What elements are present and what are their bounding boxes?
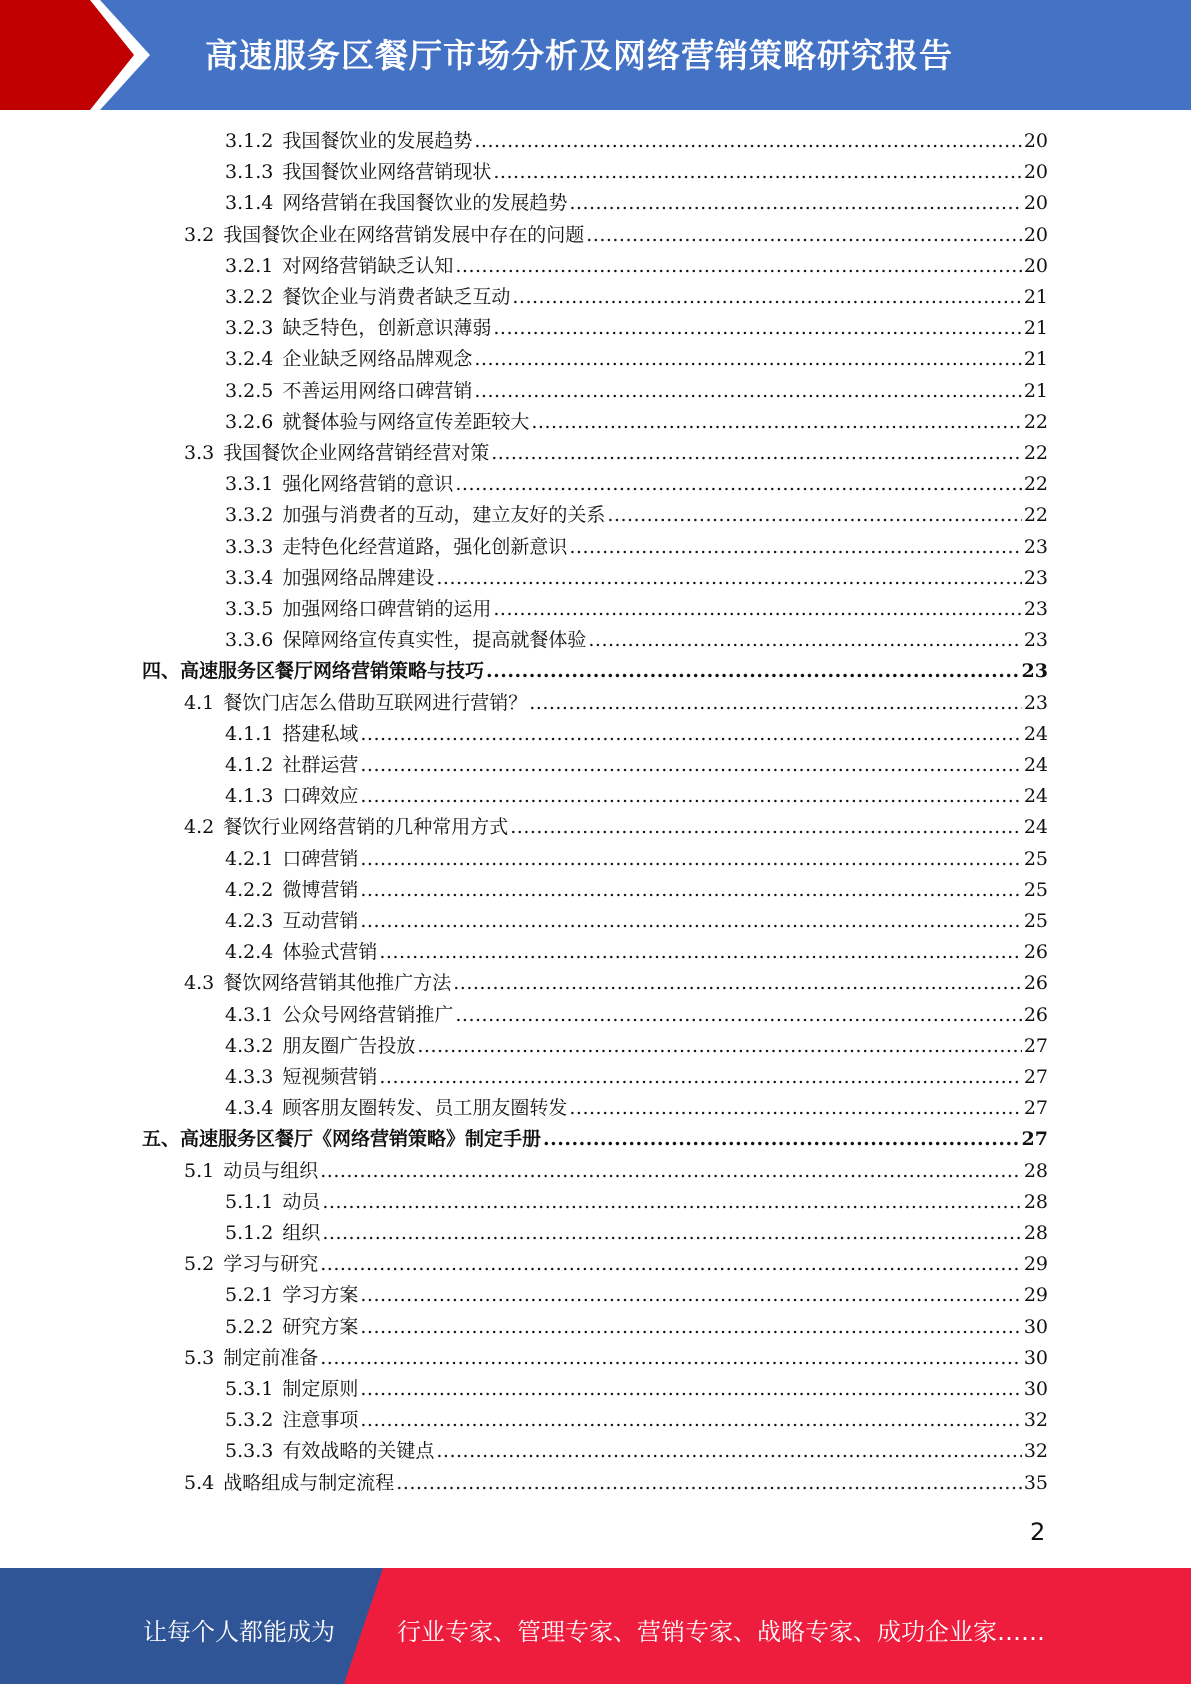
toc-dot-leader	[607, 504, 1021, 526]
toc-entry-page: 21	[1023, 317, 1048, 340]
toc-entry-page: 21	[1023, 348, 1048, 371]
toc-entry-number: 4.3.4	[225, 1097, 274, 1120]
toc-entry-title: 走特色化经营道路，强化创新意识	[282, 535, 568, 558]
toc-entry-page: 25	[1023, 910, 1048, 932]
toc-entry-title: 餐饮行业网络营销的几种常用方式	[223, 816, 509, 839]
toc-dot-leader	[396, 1472, 1022, 1494]
toc-entry-title: 我国餐饮业网络营销现状	[282, 161, 492, 184]
toc-entry-page: 23	[1021, 660, 1048, 683]
toc-entry-number: 3.3.5	[225, 598, 274, 620]
toc-entry-number: 3.2.3	[225, 317, 274, 340]
toc-entry-page: 24	[1023, 722, 1048, 745]
toc-entry-number: 5.4	[184, 1471, 215, 1494]
toc-entry-page: 20	[1023, 254, 1048, 277]
toc-entry-number: 5.1.2	[225, 1222, 274, 1244]
toc-entry-title: 战略组成与制定流程	[223, 1471, 395, 1494]
toc-entry-title: 有效战略的关键点	[282, 1440, 435, 1463]
toc-entry-title: 保障网络宣传真实性，提高就餐体验	[282, 629, 587, 652]
toc-dot-leader	[569, 1097, 1021, 1119]
toc-entry[interactable]	[225, 251, 1048, 281]
toc-entry-number: 3.3.6	[225, 629, 274, 652]
toc-dot-leader	[360, 910, 1021, 932]
toc-dot-leader	[379, 941, 1021, 963]
toc-entry-number: 5.3.1	[225, 1378, 274, 1400]
toc-entry-number: 4.1.3	[225, 785, 274, 808]
toc-entry[interactable]	[225, 594, 1048, 624]
toc-dot-leader	[493, 598, 1021, 620]
toc-entry-number: 4.2.2	[225, 878, 274, 901]
toc-entry[interactable]	[142, 656, 1048, 686]
toc-entry-page: 23	[1023, 598, 1048, 620]
toc-entry-page: 22	[1023, 473, 1048, 496]
toc-entry-page: 20	[1023, 161, 1048, 184]
header-arrow-decoration	[0, 0, 170, 110]
toc-entry-number: 5.2.2	[225, 1315, 274, 1338]
toc-entry-page: 30	[1023, 1378, 1048, 1400]
toc-entry[interactable]	[184, 688, 1048, 718]
toc-entry-page: 24	[1023, 754, 1048, 776]
toc-entry[interactable]	[225, 1187, 1048, 1217]
toc-entry-title: 研究方案	[282, 1315, 359, 1338]
toc-entry-title: 互动营销	[282, 910, 359, 932]
toc-entry-title: 四、高速服务区餐厅网络营销策略与技巧	[142, 660, 485, 683]
toc-entry[interactable]	[184, 968, 1048, 998]
toc-entry-number: 5.2	[184, 1253, 215, 1276]
toc-entry-number: 5.3.2	[225, 1409, 274, 1432]
toc-entry-title: 对网络营销缺乏认知	[282, 254, 454, 277]
toc-dot-leader	[543, 1128, 1020, 1150]
toc-dot-leader	[493, 317, 1021, 339]
toc-entry[interactable]	[225, 344, 1048, 374]
toc-dot-leader	[493, 161, 1021, 183]
toc-entry-page: 24	[1023, 785, 1048, 808]
toc-entry-number: 4.2.1	[225, 847, 274, 870]
page-footer	[0, 1568, 1191, 1684]
toc-entry[interactable]	[225, 750, 1048, 780]
toc-entry-page: 27	[1023, 1034, 1048, 1057]
toc-dot-leader	[360, 785, 1021, 807]
toc-entry-title: 口碑营销	[282, 847, 359, 870]
toc-entry[interactable]	[225, 937, 1048, 967]
toc-dot-leader	[455, 473, 1021, 495]
toc-entry-page: 23	[1023, 535, 1048, 558]
toc-entry-title: 口碑效应	[282, 785, 359, 808]
toc-entry-title: 餐饮企业与消费者缺乏互动	[282, 286, 511, 308]
toc-entry-title: 餐饮门店怎么借助互联网进行营销？	[223, 691, 528, 714]
toc-entry-number: 3.3.4	[225, 566, 274, 589]
toc-dot-leader	[510, 816, 1022, 838]
toc-entry-number: 3.1.3	[225, 161, 274, 184]
toc-entry[interactable]	[225, 469, 1048, 499]
toc-entry-title: 组织	[282, 1222, 321, 1244]
toc-entry[interactable]	[225, 1374, 1048, 1404]
toc-dot-leader	[531, 411, 1021, 433]
toc-entry-title: 缺乏特色，创新意识薄弱	[282, 317, 492, 340]
toc-dot-leader	[474, 130, 1021, 152]
toc-entry-number: 3.2.5	[225, 379, 274, 402]
toc-entry-page: 24	[1023, 816, 1048, 839]
toc-entry[interactable]	[225, 563, 1048, 593]
toc-entry[interactable]	[225, 1000, 1048, 1030]
toc-entry[interactable]	[184, 1156, 1048, 1186]
toc-dot-leader	[486, 660, 1020, 682]
toc-entry-title: 餐饮网络营销其他推广方法	[223, 972, 452, 995]
toc-entry-number: 5.2.1	[225, 1284, 274, 1307]
toc-entry-title: 朋友圈广告投放	[282, 1034, 416, 1057]
toc-entry-title: 企业缺乏网络品牌观念	[282, 348, 473, 371]
toc-entry-number: 3.2	[184, 223, 215, 246]
toc-entry-number: 4.2.3	[225, 910, 274, 932]
toc-entry-page: 27	[1023, 1097, 1048, 1120]
toc-dot-leader	[360, 1316, 1021, 1338]
toc-dot-leader	[360, 1409, 1021, 1431]
toc-entry-number: 3.1.4	[225, 192, 274, 215]
toc-entry-title: 我国餐饮企业网络营销经营对策	[223, 442, 490, 464]
toc-entry-page: 21	[1023, 379, 1048, 402]
toc-entry-title: 学习与研究	[223, 1253, 319, 1276]
toc-entry-number: 3.2.1	[225, 254, 274, 277]
toc-entry[interactable]	[142, 1124, 1048, 1154]
toc-entry-title: 微博营销	[282, 878, 359, 901]
toc-entry[interactable]	[184, 220, 1048, 250]
page-header	[0, 0, 1191, 110]
toc-entry-title: 五、高速服务区餐厅《网络营销策略》制定手册	[142, 1128, 542, 1151]
toc-entry[interactable]	[225, 1312, 1048, 1342]
toc-entry-page: 22	[1023, 504, 1048, 527]
toc-entry-number: 4.3	[184, 972, 215, 995]
toc-entry-page: 28	[1023, 1190, 1048, 1213]
toc-entry-title: 就餐体验与网络宣传差距较大	[282, 410, 530, 433]
toc-entry-page: 23	[1023, 629, 1048, 652]
toc-entry[interactable]	[184, 1249, 1048, 1279]
toc-dot-leader	[491, 442, 1022, 464]
toc-entry-page: 30	[1023, 1346, 1048, 1369]
toc-entry[interactable]	[225, 282, 1048, 312]
toc-entry-number: 5.1	[184, 1159, 215, 1182]
toc-dot-leader	[436, 1440, 1021, 1462]
toc-entry-title: 制定前准备	[223, 1346, 319, 1369]
toc-entry[interactable]	[225, 1405, 1048, 1435]
toc-dot-leader	[320, 1347, 1022, 1369]
toc-entry[interactable]	[225, 906, 1048, 936]
toc-entry[interactable]	[225, 875, 1048, 905]
footer-slogan-left: 让每个人都能成为	[143, 1618, 335, 1646]
toc-entry[interactable]	[184, 438, 1048, 468]
toc-dot-leader	[436, 567, 1021, 589]
toc-entry-page: 21	[1023, 286, 1048, 308]
toc-entry-page: 29	[1023, 1284, 1048, 1307]
toc-entry-page: 20	[1023, 192, 1048, 215]
toc-entry[interactable]	[225, 625, 1048, 655]
toc-entry[interactable]	[225, 1436, 1048, 1466]
toc-entry[interactable]	[225, 844, 1048, 874]
toc-entry-number: 5.1.1	[225, 1190, 274, 1213]
toc-entry-page: 26	[1023, 941, 1048, 964]
toc-entry-page: 26	[1023, 972, 1048, 995]
toc-entry-title: 短视频营销	[282, 1066, 378, 1088]
toc-entry[interactable]	[225, 1062, 1048, 1092]
toc-entry-title: 动员与组织	[223, 1159, 319, 1182]
toc-entry-number: 5.3	[184, 1346, 215, 1369]
toc-entry-page: 26	[1023, 1003, 1048, 1026]
toc-entry[interactable]	[225, 126, 1048, 156]
toc-entry-number: 3.3.2	[225, 504, 274, 527]
document-title: 高速服务区餐厅市场分析及网络营销策略研究报告	[205, 36, 953, 75]
toc-entry[interactable]	[225, 1031, 1048, 1061]
toc-dot-leader	[512, 286, 1021, 308]
toc-dot-leader	[453, 972, 1022, 994]
toc-entry-page: 25	[1023, 847, 1048, 870]
toc-dot-leader	[322, 1191, 1021, 1213]
toc-dot-leader	[360, 1378, 1021, 1400]
toc-entry-title: 社群运营	[282, 754, 359, 776]
toc-entry-page: 23	[1023, 566, 1048, 589]
toc-entry-title: 体验式营销	[282, 941, 378, 964]
toc-entry-number: 3.1.2	[225, 130, 274, 152]
toc-entry-number: 3.2.4	[225, 348, 274, 371]
toc-entry-number: 3.2.6	[225, 410, 274, 433]
toc-entry-number: 3.2.2	[225, 286, 274, 308]
toc-entry-title: 我国餐饮业的发展趋势	[282, 130, 473, 152]
toc-dot-leader	[474, 380, 1021, 402]
toc-entry-title: 强化网络营销的意识	[282, 473, 454, 496]
toc-entry-number: 4.3.3	[225, 1066, 274, 1088]
toc-entry-number: 3.3.3	[225, 535, 274, 558]
toc-dot-leader	[320, 1253, 1022, 1275]
toc-entry-number: 4.3.2	[225, 1034, 274, 1057]
toc-dot-leader	[360, 879, 1021, 901]
toc-dot-leader	[360, 754, 1021, 776]
toc-entry[interactable]	[184, 1343, 1048, 1373]
toc-entry[interactable]	[225, 1093, 1048, 1123]
toc-entry[interactable]	[225, 719, 1048, 749]
toc-dot-leader	[360, 723, 1021, 745]
toc-entry[interactable]	[225, 1218, 1048, 1248]
toc-entry[interactable]	[225, 1280, 1048, 1310]
toc-entry[interactable]	[225, 407, 1048, 437]
toc-entry-title: 注意事项	[282, 1409, 359, 1432]
toc-entry-page: 22	[1023, 442, 1048, 464]
toc-entry-page: 28	[1023, 1222, 1048, 1244]
toc-entry-page: 27	[1021, 1128, 1048, 1151]
toc-entry[interactable]	[225, 500, 1048, 530]
toc-entry-title: 我国餐饮企业在网络营销发展中存在的问题	[223, 223, 585, 246]
toc-dot-leader	[320, 1160, 1022, 1182]
toc-dot-leader	[322, 1222, 1021, 1244]
toc-entry[interactable]	[225, 188, 1048, 218]
toc-dot-leader	[360, 848, 1021, 870]
toc-entry-number: 4.1.2	[225, 754, 274, 776]
toc-dot-leader	[360, 1284, 1021, 1306]
toc-dot-leader	[569, 536, 1021, 558]
toc-entry-number: 4.2.4	[225, 941, 274, 964]
toc-entry-title: 动员	[282, 1190, 321, 1213]
toc-dot-leader	[588, 629, 1021, 651]
toc-entry-title: 加强网络品牌建设	[282, 566, 435, 589]
toc-dot-leader	[379, 1066, 1021, 1088]
toc-entry-number: 3.3	[184, 442, 215, 464]
toc-dot-leader	[455, 255, 1021, 277]
toc-entry-number: 5.3.3	[225, 1440, 274, 1463]
toc-entry-page: 25	[1023, 878, 1048, 901]
toc-entry-title: 公众号网络营销推广	[282, 1003, 454, 1026]
toc-entry-title: 加强网络口碑营销的运用	[282, 598, 492, 620]
toc-entry-number: 4.1.1	[225, 722, 274, 745]
toc-entry-number: 3.3.1	[225, 473, 274, 496]
toc-entry[interactable]	[225, 313, 1048, 343]
toc-entry-title: 顾客朋友圈转发、员工朋友圈转发	[282, 1097, 568, 1120]
toc-entry-title: 不善运用网络口碑营销	[282, 379, 473, 402]
toc-entry-title: 学习方案	[282, 1284, 359, 1307]
toc-entry-page: 23	[1023, 691, 1048, 714]
toc-entry-page: 32	[1023, 1409, 1048, 1432]
toc-entry[interactable]	[225, 532, 1048, 562]
toc-entry-page: 28	[1023, 1159, 1048, 1182]
toc-dot-leader	[586, 224, 1022, 246]
toc-entry-title: 网络营销在我国餐饮业的发展趋势	[282, 192, 568, 215]
toc-dot-leader	[474, 348, 1021, 370]
footer-slogan-right: 行业专家、管理专家、营销专家、战略专家、成功企业家……	[397, 1618, 1045, 1646]
toc-entry-page: 22	[1023, 410, 1048, 433]
toc-dot-leader	[569, 192, 1021, 214]
toc-dot-leader	[455, 1004, 1021, 1026]
toc-entry-number: 4.1	[184, 691, 215, 714]
toc-entry-title: 制定原则	[282, 1378, 359, 1400]
toc-dot-leader	[529, 692, 1022, 714]
toc-entry-page: 35	[1023, 1471, 1048, 1494]
toc-dot-leader	[417, 1035, 1021, 1057]
toc-entry-title: 搭建私域	[282, 722, 359, 745]
toc-entry[interactable]	[225, 376, 1048, 406]
toc-entry-page: 20	[1023, 130, 1048, 152]
toc-entry-title: 加强与消费者的互动，建立友好的关系	[282, 504, 606, 527]
toc-entry-page: 29	[1023, 1253, 1048, 1276]
toc-entry[interactable]	[184, 812, 1048, 842]
toc-entry-page: 27	[1023, 1066, 1048, 1088]
toc-entry-number: 4.3.1	[225, 1003, 274, 1026]
toc-entry[interactable]	[225, 781, 1048, 811]
toc-entry-page: 30	[1023, 1315, 1048, 1338]
toc-entry[interactable]	[184, 1468, 1048, 1498]
toc-entry-page: 20	[1023, 223, 1048, 246]
page-number: 2	[1030, 1518, 1046, 1546]
toc-entry[interactable]	[225, 157, 1048, 187]
toc-entry-page: 32	[1023, 1440, 1048, 1463]
toc-entry-number: 4.2	[184, 816, 215, 839]
